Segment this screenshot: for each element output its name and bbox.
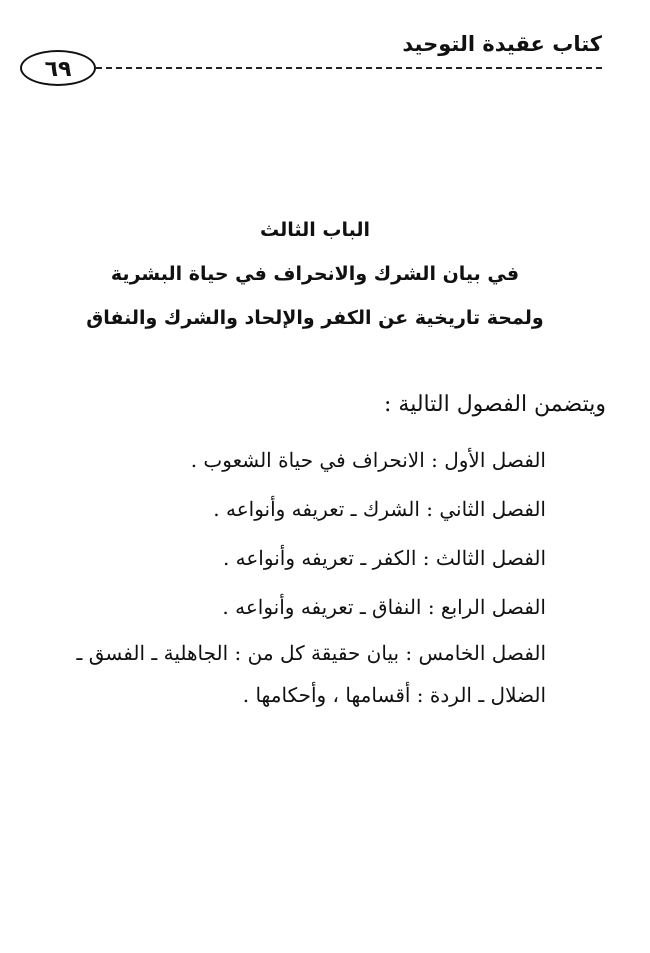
header-rule — [96, 67, 602, 69]
page-number: ٦٩ — [20, 50, 96, 86]
chapter-item: الفصل الأول : الانحراف في حياة الشعوب . — [190, 448, 546, 472]
chapter-list — [36, 436, 546, 716]
section-subtitle-2: ولمحة تاريخية عن الكفر والإلحاد والشرك والنفاق — [86, 307, 544, 329]
running-title: كتاب عقيدة التوحيد — [402, 32, 602, 56]
section-title: الباب الثالث — [259, 219, 371, 241]
page-header — [20, 30, 602, 92]
section-subtitle-1: في بيان الشرك والانحراف في حياة البشرية — [110, 263, 520, 285]
chapters-intro: ويتضمن الفصول التالية : — [384, 392, 606, 417]
chapter-item: الفصل الخامس : بيان حقيقة كل من : الجاهلية ـ الفسق ـ الضلال ـ الردة : أقسامها ، وأحكامها . — [76, 641, 546, 707]
page-body — [36, 384, 606, 716]
chapter-item: الفصل الرابع : النفاق ـ تعريفه وأنواعه . — [222, 595, 546, 619]
section-heading-block — [60, 208, 570, 340]
chapter-item: الفصل الثالث : الكفر ـ تعريفه وأنواعه . — [222, 546, 546, 570]
chapter-item: الفصل الثاني : الشرك ـ تعريفه وأنواعه . — [213, 497, 546, 521]
